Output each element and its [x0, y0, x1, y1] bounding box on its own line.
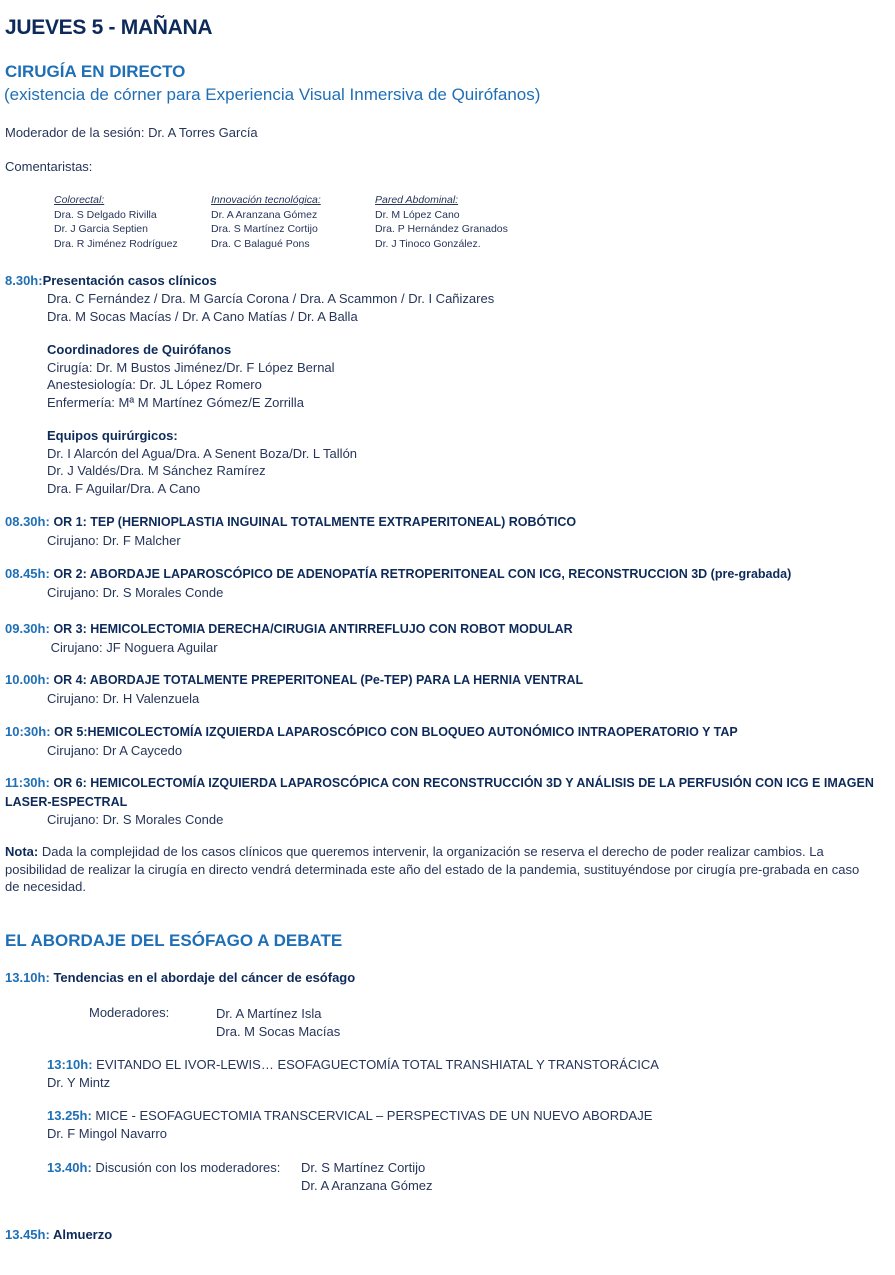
operation-item	[5, 774, 880, 829]
commentator-name: Dra. S Martínez Cortijo	[211, 223, 318, 236]
commentator-name: Dra. R Jiménez Rodríguez	[54, 238, 178, 251]
commentator-group-innovation	[211, 193, 321, 252]
commentator-name: Dr. J Garcia Septien	[54, 223, 148, 236]
commentator-group-colorectal	[54, 193, 178, 252]
group-heading: Innovación tecnológica:	[211, 194, 321, 206]
talk-time: 13:10h:	[47, 1057, 93, 1072]
operation-title: OR 3: HEMICOLECTOMIA DERECHA/CIRUGIA ANTIRREFLUJO CON ROBOT MODULAR	[53, 622, 573, 636]
discussion-time: 13.40h:	[47, 1160, 92, 1175]
section-subtitle: (existencia de córner para Experiencia Visual Inmersiva de Quirófanos)	[4, 85, 541, 104]
lunch-item	[5, 1226, 112, 1244]
coordinator-line: Cirugía: Dr. M Bustos Jiménez/Dr. F López Bernal	[47, 359, 335, 375]
operation-surgeon: Cirujano: Dr. H Valenzuela	[47, 690, 200, 706]
moderator-name: Dra. M Socas Macías	[216, 1023, 341, 1039]
discussion-name: Dr. S Martínez Cortijo	[301, 1160, 426, 1175]
operation-title: OR 1: TEP (HERNIOPLASTIA INGUINAL TOTALMENTE EXTRAPERITONEAL) ROBÓTICO	[53, 515, 577, 529]
presenter-line: Dra. C Fernández / Dra. M García Corona / Dra. A Scammon / Dr. I Cañizares	[47, 291, 495, 306]
group-heading: Pared Abdominal:	[375, 194, 459, 206]
operation-title: OR 2: ABORDAJE LAPAROSCÓPICO DE ADENOPATÍA RETROPERITONEAL CON ICG, RECONSTRUCCION 3D (pre-grabada)	[53, 567, 792, 581]
operation-item	[5, 620, 885, 656]
lunch-label: Almuerzo	[49, 1227, 113, 1242]
operation-time: 08.45h:	[5, 566, 50, 581]
operation-surgeon: Cirujano: Dr. F Malcher	[47, 532, 181, 548]
operation-time: 11:30h:	[5, 775, 50, 790]
operation-surgeon: Cirujano: Dr A Caycedo	[47, 742, 183, 758]
coordinator-line: Anestesiología: Dr. JL López Romero	[47, 377, 262, 392]
operation-item	[5, 671, 885, 707]
talk-title: MICE - ESOFAGUECTOMIA TRANSCERVICAL – PERSPECTIVAS DE UN NUEVO ABORDAJE	[91, 1108, 653, 1123]
session-title: Tendencias en el abordaje del cáncer de esófago	[53, 970, 356, 985]
discussion-item	[47, 1159, 280, 1177]
talk-title: EVITANDO EL IVOR-LEWIS… ESOFAGUECTOMÍA TOTAL TRANSHIATAL Y TRANSTORÁCICA	[92, 1057, 659, 1072]
discussion-name: Dr. A Aranzana Gómez	[301, 1177, 433, 1193]
section-title-esophagus: EL ABORDAJE DEL ESÓFAGO A DEBATE	[5, 931, 343, 950]
operation-surgeon: Cirujano: Dr. S Morales Conde	[47, 812, 224, 827]
operation-time: 10.00h:	[5, 672, 50, 687]
operation-surgeon: Cirujano: JF Noguera Aguilar	[47, 639, 218, 655]
team-line: Dr. J Valdés/Dra. M Sánchez Ramírez	[47, 463, 266, 478]
note-paragraph	[5, 843, 875, 896]
operation-item	[5, 565, 885, 601]
moderators-list	[216, 1005, 340, 1040]
teams-block	[5, 427, 885, 497]
operation-surgeon: Cirujano: Dr. S Morales Conde	[47, 584, 224, 600]
operation-item	[5, 723, 885, 759]
commentator-group-abdominal-wall	[375, 193, 508, 252]
operation-time: 08.30h:	[5, 514, 50, 529]
commentator-name: Dr. J Tinoco González.	[375, 238, 481, 251]
note-label: Nota:	[5, 844, 39, 859]
session-header	[5, 970, 355, 985]
moderator-name: Dr. A Martínez Isla	[216, 1006, 322, 1021]
operation-title: OR 5:HEMICOLECTOMÍA IZQUIERDA LAPAROSCÓPICO CON BLOQUEO AUTONÓMICO INTRAOPERATORIO Y TAP	[54, 725, 738, 739]
operation-title: OR 4: ABORDAJE TOTALMENTE PREPERITONEAL (Pe-TEP) PARA LA HERNIA VENTRAL	[53, 673, 584, 687]
section-title-live-surgery: CIRUGÍA EN DIRECTO	[5, 62, 186, 81]
operation-time: 10:30h:	[5, 724, 51, 739]
presentation-title: Presentación casos clínicos	[42, 273, 217, 288]
talk-item	[47, 1107, 652, 1142]
note-text: Dada la complejidad de los casos clínicos que queremos intervenir, la organización se reserva el derecho de poder realizar cambios. La posibilidad de realizar la cirugía en directo vendrá determinada este año del estado de la pandemia, sustituyéndose por cirugía pre-grabada en caso de necesidad.	[5, 844, 860, 894]
talk-speaker: Dr. Y Mintz	[47, 1074, 111, 1090]
talk-item	[47, 1056, 659, 1091]
commentator-name: Dra. S Delgado Rivilla	[54, 208, 157, 221]
operation-item	[5, 513, 885, 549]
coordinators-block	[5, 341, 885, 411]
commentator-name: Dr. M López Cano	[375, 208, 460, 221]
presentation-block	[5, 272, 885, 325]
commentator-name: Dr. A Aranzana Gómez	[211, 208, 318, 221]
discussion-names	[301, 1159, 433, 1194]
presenter-line: Dra. M Socas Macías / Dr. A Cano Matías / Dr. A Balla	[47, 308, 358, 324]
session-moderator: Moderador de la sesión: Dr. A Torres García	[5, 125, 258, 140]
talk-speaker: Dr. F Mingol Navarro	[47, 1125, 167, 1141]
teams-title: Equipos quirúrgicos:	[47, 428, 178, 443]
operation-time: 09.30h:	[5, 621, 50, 636]
commentator-name: Dra. P Hernández Granados	[375, 223, 508, 236]
talk-time: 13.25h:	[47, 1108, 92, 1123]
team-line: Dra. F Aguilar/Dra. A Cano	[47, 480, 201, 496]
coordinators-title: Coordinadores de Quirófanos	[47, 342, 232, 357]
group-heading: Colorectal:	[54, 194, 105, 206]
moderators-label: Moderadores:	[89, 1005, 170, 1020]
team-line: Dr. I Alarcón del Agua/Dra. A Senent Boza/Dr. L Tallón	[47, 445, 358, 461]
session-time: 13.10h:	[5, 970, 50, 985]
presentation-time: 8.30h:	[5, 273, 43, 288]
operation-title: OR 6: HEMICOLECTOMÍA IZQUIERDA LAPAROSCÓPICA CON RECONSTRUCCIÓN 3D Y ANÁLISIS DE LA PERFUSIÓN CON ICG E IMAGEN LASER-ESPECTRAL	[5, 776, 874, 809]
lunch-time: 13.45h:	[5, 1227, 50, 1242]
day-title: JUEVES 5 - MAÑANA	[5, 16, 213, 39]
coordinator-line: Enfermería: Mª M Martínez Gómez/E Zorrilla	[47, 394, 304, 410]
commentator-name: Dra. C Balagué Pons	[211, 238, 310, 251]
discussion-label: Discusión con los moderadores:	[91, 1160, 281, 1175]
commentators-label: Comentaristas:	[5, 159, 93, 174]
